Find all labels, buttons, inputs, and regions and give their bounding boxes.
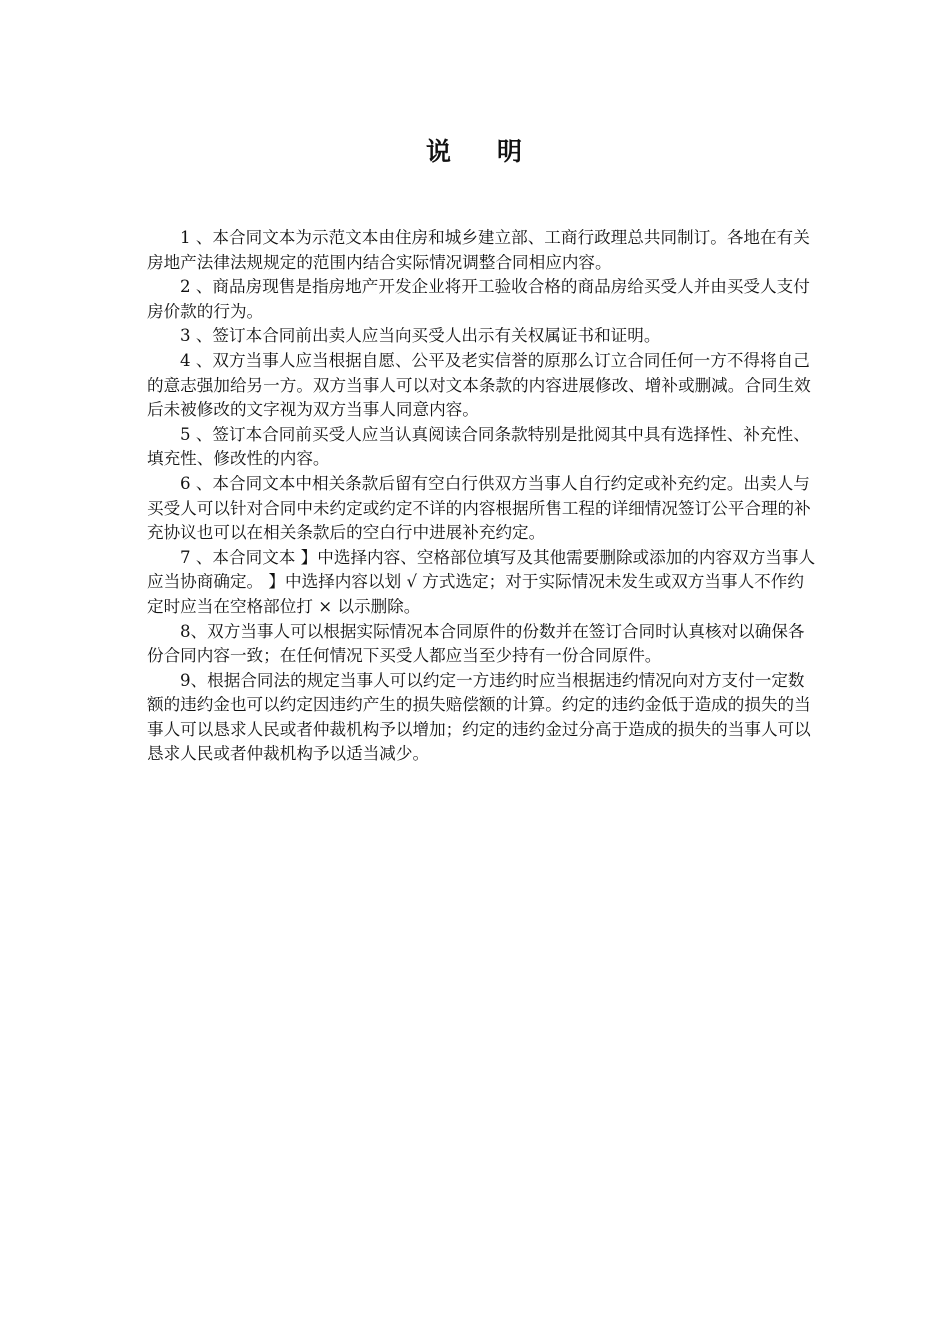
- paragraph-9: 9、根据合同法的规定当事人可以约定一方违约时应当根据违约情况向对方支付一定数额的违约金也可以约定因违约产生的损失赔偿额的计算。约定的违约金低于造成的损失的当事人可以恳求人民或者仲裁机构予以增加；约定的违约金过分高于造成的损失的当事人可以恳求人民或者仲裁机构予以适当减少。: [147, 670, 811, 764]
- paragraph-1: 1 、本合同文本为示范文本由住房和城乡建立部、工商行政理总共同制订。各地在有关房地产法律法规规定的范围内结合实际情况调整合同相应内容。: [147, 228, 810, 272]
- page-title: [0, 132, 950, 168]
- paragraph-2: 2 、商品房现售是指房地产开发企业将开工验收合格的商品房给买受人并由买受人支付房价款的行为。: [147, 277, 810, 321]
- paragraph-3: 3 、签订本合同前出卖人应当向买受人出示有关权属证书和证明。: [180, 326, 661, 346]
- title-char-right: 明: [497, 137, 525, 166]
- paragraph-7: 7 、本合同文本 】中选择内容、空格部位填写及其他需要删除或添加的内容双方当事人应当协商确定。 】中选择内容以划 √ 方式选定；对于实际情况未发生或双方当事人不作约定时应当在空格部位打 × 以示删除。: [147, 547, 816, 616]
- document-body: [147, 226, 819, 767]
- title-char-left: 说: [425, 137, 453, 166]
- paragraph-8: 8、双方当事人可以根据实际情况本合同原件的份数并在签订合同时认真核对以确保各份合同内容一致；在任何情况下买受人都应当至少持有一份合同原件。: [147, 621, 805, 666]
- paragraph-5: 5 、签订本合同前买受人应当认真阅读合同条款特别是批阅其中具有选择性、补充性、填充性、修改性的内容。: [147, 424, 810, 469]
- paragraph-4: 4 、双方当事人应当根据自愿、公平及老实信誉的原那么订立合同任何一方不得将自己的意志强加给另一方。双方当事人可以对文本条款的内容进展修改、增补或删减。合同生效后未被修改的文字视为双方当事人同意内容。: [147, 350, 811, 420]
- paragraph-6: 6 、本合同文本中相关条款后留有空白行供双方当事人自行约定或补充约定。出卖人与买受人可以针对合同中未约定或约定不详的内容根据所售工程的详细情况签订公平合理的补充协议也可以在相关条款后的空白行中进展补充约定。: [147, 473, 811, 543]
